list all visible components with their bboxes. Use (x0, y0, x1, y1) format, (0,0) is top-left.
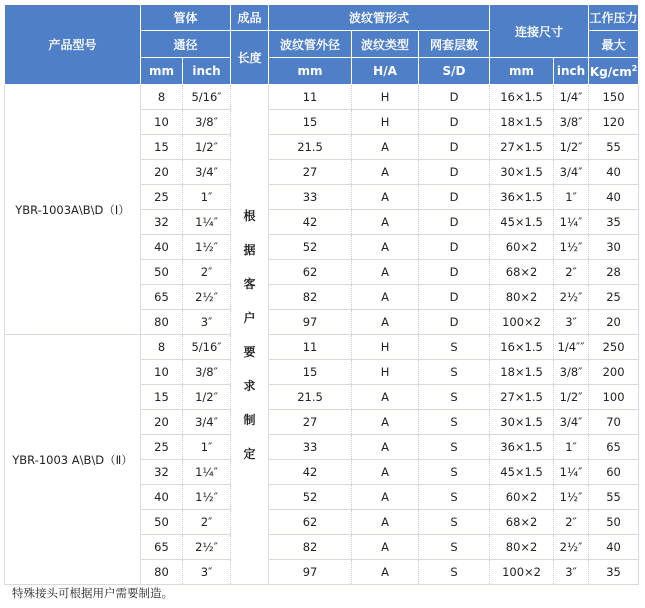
cell-conn-mm: 36×1.5 (490, 435, 554, 460)
cell-mesh-layers: S (419, 435, 490, 460)
cell-max-pressure: 60 (589, 460, 639, 485)
cell-corr-type: A (352, 185, 419, 210)
cell-conn-mm: 18×1.5 (490, 110, 554, 135)
cell-mesh-layers: D (419, 310, 490, 335)
cell-nominal-mm: 8 (141, 335, 183, 360)
cell-mesh-layers: D (419, 110, 490, 135)
cell-max-pressure: 250 (589, 335, 639, 360)
cell-corr-type: H (352, 335, 419, 360)
length-note-cell (231, 85, 269, 585)
cell-mesh-layers: S (419, 460, 490, 485)
cell-conn-mm: 60×2 (490, 235, 554, 260)
cell-mesh-layers: S (419, 510, 490, 535)
cell-corr-outer-dia: 11 (269, 85, 352, 110)
cell-mesh-layers: D (419, 135, 490, 160)
cell-conn-inch: 2″ (554, 510, 589, 535)
cell-conn-inch: 1/4″″ (554, 335, 589, 360)
cell-conn-mm: 100×2 (490, 310, 554, 335)
cell-corr-type: A (352, 510, 419, 535)
cell-corr-type: H (352, 85, 419, 110)
length-note-char: 求 (243, 378, 256, 393)
cell-conn-mm: 60×2 (490, 485, 554, 510)
header-max: 最大 (589, 31, 639, 58)
cell-corr-type: A (352, 235, 419, 260)
cell-max-pressure: 150 (589, 85, 639, 110)
cell-mesh-layers: S (419, 560, 490, 585)
cell-nominal-mm: 40 (141, 235, 183, 260)
cell-conn-mm: 30×1.5 (490, 160, 554, 185)
cell-mesh-layers: S (419, 385, 490, 410)
header-row-1 (5, 5, 639, 31)
header-corr-outer-dia: 波纹管外径 (269, 31, 352, 58)
model-cell: YBR-1003A\B\D（Ⅰ） (5, 85, 141, 335)
cell-mesh-layers: D (419, 285, 490, 310)
cell-nominal-inch: 1¼″ (183, 460, 231, 485)
cell-conn-mm: 45×1.5 (490, 210, 554, 235)
cell-conn-inch: 1¼″ (554, 210, 589, 235)
length-note-char: 要 (243, 344, 256, 359)
header-corrugated-form: 波纹管形式 (269, 5, 490, 31)
cell-corr-type: A (352, 385, 419, 410)
cell-nominal-mm: 15 (141, 135, 183, 160)
cell-nominal-inch: 3/4″ (183, 410, 231, 435)
cell-corr-outer-dia: 42 (269, 460, 352, 485)
cell-conn-inch: 2½″ (554, 535, 589, 560)
cell-nominal-inch: 3/8″ (183, 110, 231, 135)
unit-ha: H/A (352, 58, 419, 85)
cell-conn-inch: 1/2″ (554, 385, 589, 410)
cell-conn-mm: 30×1.5 (490, 410, 554, 435)
cell-max-pressure: 20 (589, 310, 639, 335)
unit-mm: mm (141, 58, 183, 85)
cell-mesh-layers: D (419, 160, 490, 185)
cell-nominal-inch: 1″ (183, 185, 231, 210)
cell-conn-mm: 80×2 (490, 535, 554, 560)
cell-nominal-mm: 80 (141, 560, 183, 585)
cell-corr-type: A (352, 260, 419, 285)
cell-corr-outer-dia: 27 (269, 160, 352, 185)
cell-mesh-layers: S (419, 535, 490, 560)
cell-max-pressure: 25 (589, 285, 639, 310)
cell-corr-outer-dia: 62 (269, 260, 352, 285)
cell-nominal-mm: 15 (141, 385, 183, 410)
cell-nominal-inch: 2½″ (183, 285, 231, 310)
cell-mesh-layers: S (419, 485, 490, 510)
cell-corr-outer-dia: 97 (269, 560, 352, 585)
cell-nominal-inch: 1½″ (183, 235, 231, 260)
length-note-char: 制 (243, 412, 256, 427)
header-connection-size: 连接尺寸 (490, 5, 589, 58)
cell-corr-type: A (352, 535, 419, 560)
cell-conn-inch: 3/8″ (554, 110, 589, 135)
cell-corr-outer-dia: 15 (269, 360, 352, 385)
cell-corr-type: A (352, 410, 419, 435)
cell-nominal-mm: 32 (141, 460, 183, 485)
cell-mesh-layers: D (419, 235, 490, 260)
cell-nominal-mm: 10 (141, 110, 183, 135)
cell-corr-type: A (352, 135, 419, 160)
cell-nominal-mm: 20 (141, 410, 183, 435)
cell-nominal-mm: 20 (141, 160, 183, 185)
cell-conn-mm: 68×2 (490, 510, 554, 535)
cell-max-pressure: 28 (589, 260, 639, 285)
cell-nominal-inch: 5/16″ (183, 85, 231, 110)
model-cell: YBR-1003 A\B\D（Ⅱ） (5, 335, 141, 585)
cell-corr-outer-dia: 82 (269, 535, 352, 560)
cell-conn-mm: 68×2 (490, 260, 554, 285)
length-note-char: 定 (243, 446, 256, 461)
cell-conn-inch: 3/4″ (554, 160, 589, 185)
cell-nominal-inch: 2″ (183, 260, 231, 285)
cell-conn-inch: 3″ (554, 310, 589, 335)
cell-nominal-inch: 1/2″ (183, 135, 231, 160)
header-length: 长度 (231, 31, 269, 85)
cell-corr-outer-dia: 11 (269, 335, 352, 360)
cell-corr-outer-dia: 82 (269, 285, 352, 310)
cell-corr-outer-dia: 33 (269, 185, 352, 210)
cell-corr-type: A (352, 160, 419, 185)
header-finished: 成品 (231, 5, 269, 31)
cell-corr-outer-dia: 52 (269, 485, 352, 510)
cell-nominal-inch: 1¼″ (183, 210, 231, 235)
cell-mesh-layers: D (419, 210, 490, 235)
unit-inch-conn: inch (554, 58, 589, 85)
spec-table-container (4, 4, 639, 585)
cell-nominal-mm: 32 (141, 210, 183, 235)
cell-nominal-mm: 40 (141, 485, 183, 510)
cell-corr-type: H (352, 110, 419, 135)
cell-conn-inch: 2″ (554, 260, 589, 285)
header-model: 产品型号 (5, 5, 141, 85)
cell-nominal-mm: 25 (141, 435, 183, 460)
unit-inch: inch (183, 58, 231, 85)
cell-corr-type: A (352, 210, 419, 235)
cell-corr-outer-dia: 15 (269, 110, 352, 135)
cell-conn-inch: 1¼″ (554, 460, 589, 485)
cell-max-pressure: 65 (589, 435, 639, 460)
cell-corr-type: A (352, 435, 419, 460)
cell-corr-outer-dia: 33 (269, 435, 352, 460)
cell-max-pressure: 40 (589, 160, 639, 185)
cell-corr-outer-dia: 97 (269, 310, 352, 335)
cell-mesh-layers: D (419, 85, 490, 110)
cell-nominal-mm: 65 (141, 285, 183, 310)
cell-corr-outer-dia: 42 (269, 210, 352, 235)
cell-corr-type: A (352, 310, 419, 335)
cell-mesh-layers: D (419, 185, 490, 210)
cell-corr-type: A (352, 460, 419, 485)
cell-nominal-inch: 1″ (183, 435, 231, 460)
cell-corr-outer-dia: 21.5 (269, 135, 352, 160)
cell-max-pressure: 50 (589, 510, 639, 535)
cell-max-pressure: 200 (589, 360, 639, 385)
cell-corr-outer-dia: 21.5 (269, 385, 352, 410)
cell-max-pressure: 55 (589, 485, 639, 510)
cell-corr-outer-dia: 27 (269, 410, 352, 435)
cell-max-pressure: 40 (589, 185, 639, 210)
cell-nominal-inch: 3/8″ (183, 360, 231, 385)
cell-nominal-inch: 5/16″ (183, 335, 231, 360)
cell-max-pressure: 70 (589, 410, 639, 435)
length-note-char: 客 (243, 276, 256, 291)
header-tube-body: 管体 (141, 5, 231, 31)
cell-mesh-layers: S (419, 410, 490, 435)
cell-max-pressure: 120 (589, 110, 639, 135)
cell-nominal-inch: 3/4″ (183, 160, 231, 185)
cell-nominal-mm: 50 (141, 510, 183, 535)
cell-conn-inch: 1½″ (554, 485, 589, 510)
cell-max-pressure: 35 (589, 210, 639, 235)
cell-conn-mm: 18×1.5 (490, 360, 554, 385)
cell-conn-inch: 1/4″ (554, 85, 589, 110)
unit-mm-conn: mm (490, 58, 554, 85)
cell-nominal-mm: 10 (141, 360, 183, 385)
header-mesh-layers: 网套层数 (419, 31, 490, 58)
cell-conn-mm: 100×2 (490, 560, 554, 585)
cell-nominal-mm: 50 (141, 260, 183, 285)
cell-corr-type: A (352, 560, 419, 585)
cell-conn-inch: 1″ (554, 185, 589, 210)
cell-nominal-inch: 2″ (183, 510, 231, 535)
footnote: 特殊接头可根据用户需要制造。 (12, 586, 173, 600)
table-row (5, 85, 639, 110)
cell-nominal-mm: 65 (141, 535, 183, 560)
cell-nominal-mm: 80 (141, 310, 183, 335)
cell-mesh-layers: S (419, 335, 490, 360)
cell-conn-inch: 2½″ (554, 285, 589, 310)
cell-corr-type: A (352, 485, 419, 510)
cell-conn-mm: 36×1.5 (490, 185, 554, 210)
cell-max-pressure: 55 (589, 135, 639, 160)
cell-max-pressure: 35 (589, 560, 639, 585)
length-note-char: 据 (243, 242, 256, 257)
cell-nominal-inch: 2½″ (183, 535, 231, 560)
cell-max-pressure: 100 (589, 385, 639, 410)
cell-nominal-inch: 1/2″ (183, 385, 231, 410)
cell-nominal-mm: 25 (141, 185, 183, 210)
cell-nominal-mm: 8 (141, 85, 183, 110)
header-nominal-dia: 通径 (141, 31, 231, 58)
header-corr-type: 波纹类型 (352, 31, 419, 58)
cell-corr-outer-dia: 52 (269, 235, 352, 260)
cell-mesh-layers: D (419, 260, 490, 285)
cell-conn-mm: 45×1.5 (490, 460, 554, 485)
unit-pressure: $Kg/cm^2$ (589, 58, 639, 85)
spec-table (4, 4, 639, 585)
cell-conn-inch: 3/8″ (554, 360, 589, 385)
length-note-char: 根 (243, 208, 256, 223)
cell-max-pressure: 40 (589, 535, 639, 560)
length-note (231, 199, 268, 471)
cell-conn-inch: 1½″ (554, 235, 589, 260)
cell-corr-type: H (352, 360, 419, 385)
cell-corr-type: A (352, 285, 419, 310)
cell-max-pressure: 30 (589, 235, 639, 260)
cell-nominal-inch: 1½″ (183, 485, 231, 510)
spec-table-body (5, 85, 639, 585)
cell-conn-mm: 27×1.5 (490, 135, 554, 160)
cell-mesh-layers: S (419, 360, 490, 385)
cell-conn-mm: 16×1.5 (490, 335, 554, 360)
cell-conn-inch: 1/2″ (554, 135, 589, 160)
cell-nominal-inch: 3″ (183, 560, 231, 585)
table-row (5, 335, 639, 360)
cell-conn-mm: 80×2 (490, 285, 554, 310)
header-working-pressure: 工作压力 (589, 5, 639, 31)
cell-corr-outer-dia: 62 (269, 510, 352, 535)
unit-mm-outer: mm (269, 58, 352, 85)
cell-conn-inch: 3/4″ (554, 410, 589, 435)
cell-conn-mm: 16×1.5 (490, 85, 554, 110)
unit-sd: S/D (419, 58, 490, 85)
cell-conn-inch: 1″ (554, 435, 589, 460)
cell-nominal-inch: 3″ (183, 310, 231, 335)
cell-conn-mm: 27×1.5 (490, 385, 554, 410)
cell-conn-inch: 3″ (554, 560, 589, 585)
length-note-char: 户 (243, 310, 256, 325)
